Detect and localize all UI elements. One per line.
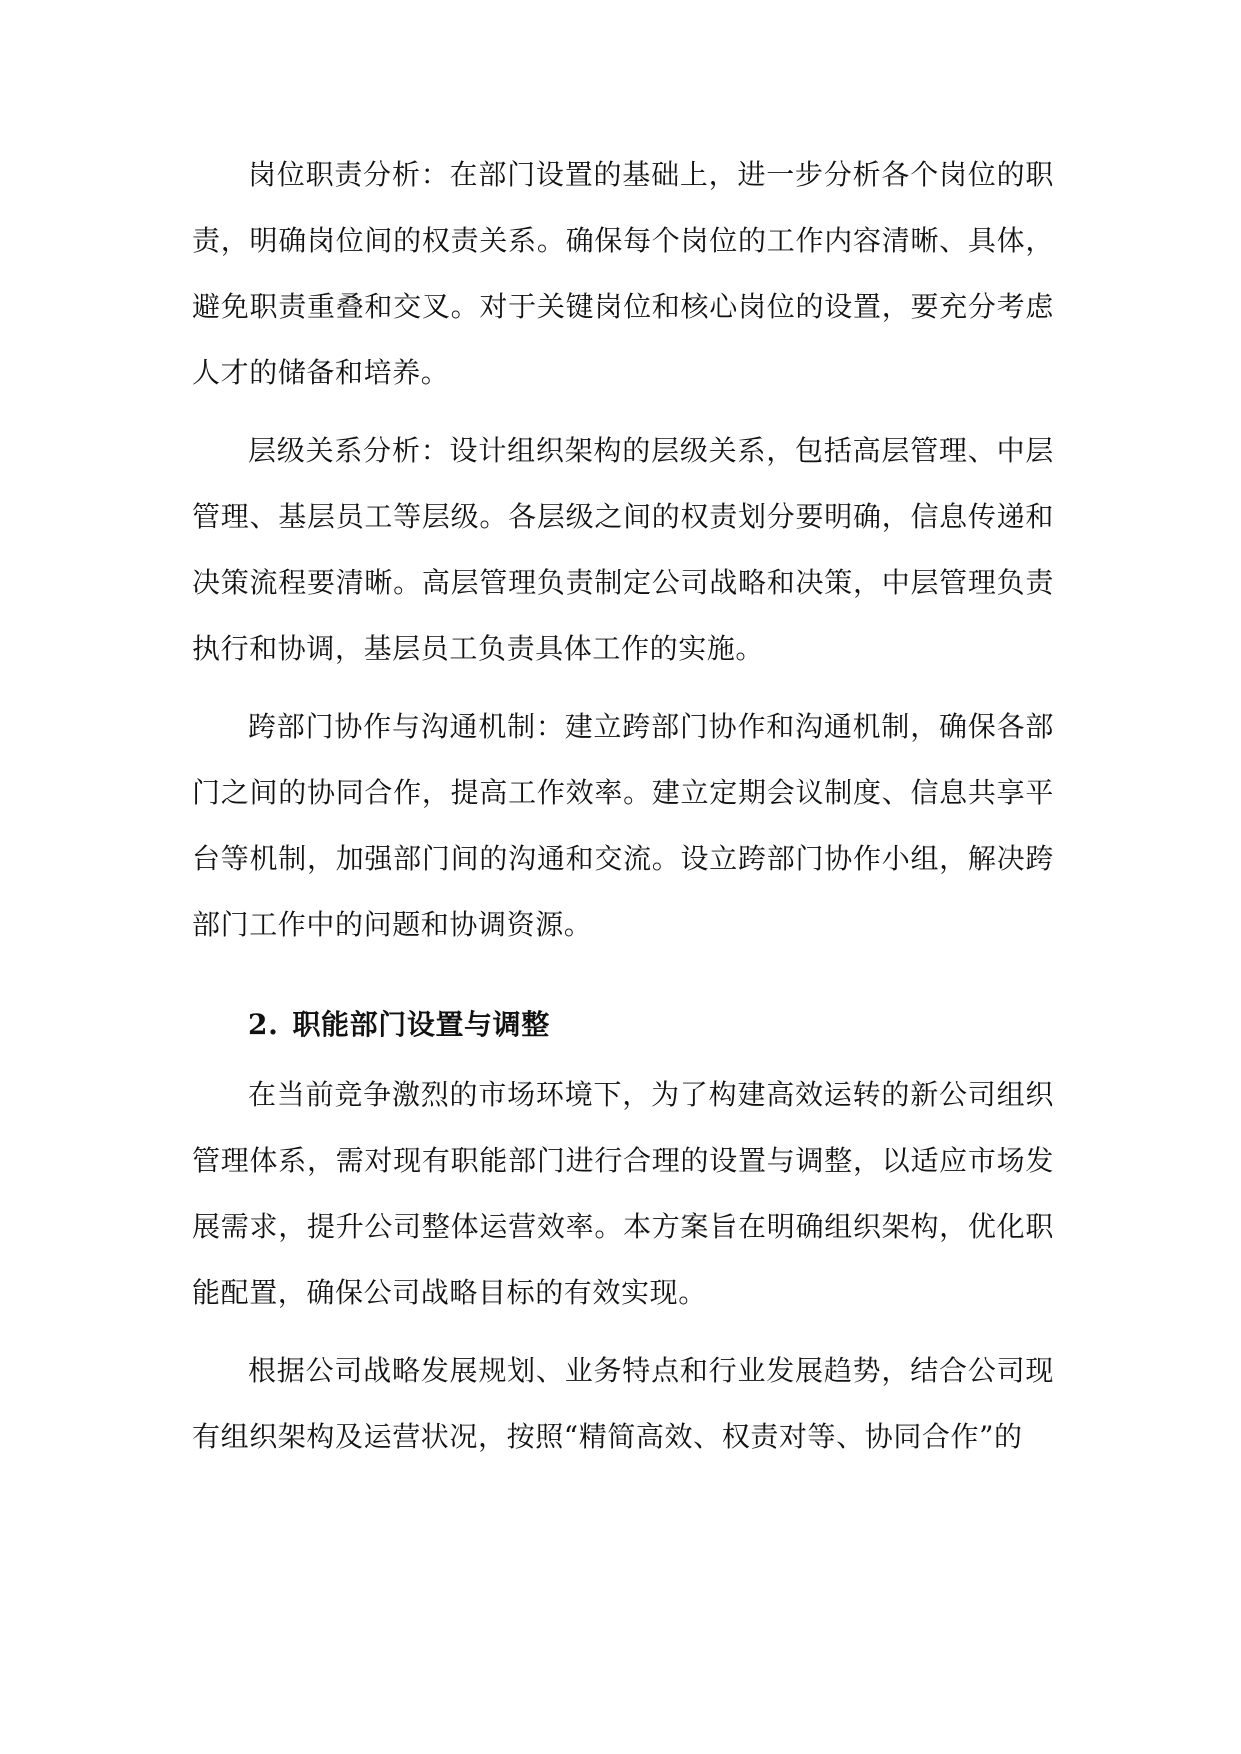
document-body xyxy=(192,142,1054,1482)
paragraph-cross-department: 跨部门协作与沟通机制：建立跨部门协作和沟通机制，确保各部门之间的协同合作，提高工作效率。建立定期会议制度、信息共享平台等机制，加强部门间的沟通和交流。设立跨部门协作小组，解决跨部门工作中的问题和协调资源。 xyxy=(192,710,1054,941)
paragraph-principles: 根据公司战略发展规划、业务特点和行业发展趋势，结合公司现有组织架构及运营状况，按照“精简高效、权责对等、协同合作”的 xyxy=(192,1354,1054,1453)
section-title: 职能部门设置与调整 xyxy=(292,1008,550,1041)
paragraph-intro: 在当前竞争激烈的市场环境下，为了构建高效运转的新公司组织管理体系，需对现有职能部门进行合理的设置与调整，以适应市场发展需求，提升公司整体运营效率。本方案旨在明确组织架构，优化职能配置，确保公司战略目标的有效实现。 xyxy=(192,1078,1054,1309)
paragraph-hierarchy: 层级关系分析：设计组织架构的层级关系，包括高层管理、中层管理、基层员工等层级。各层级之间的权责划分要明确，信息传递和决策流程要清晰。高层管理负责制定公司战略和决策，中层管理负责执行和协调，基层员工负责具体工作的实施。 xyxy=(192,434,1054,665)
paragraph-job-responsibilities: 岗位职责分析：在部门设置的基础上，进一步分析各个岗位的职责，明确岗位间的权责关系。确保每个岗位的工作内容清晰、具体，避免职责重叠和交叉。对于关键岗位和核心岗位的设置，要充分考虑人才的储备和培养。 xyxy=(192,158,1054,389)
section-heading xyxy=(192,992,1054,1058)
section-number: 2. xyxy=(248,1008,279,1041)
